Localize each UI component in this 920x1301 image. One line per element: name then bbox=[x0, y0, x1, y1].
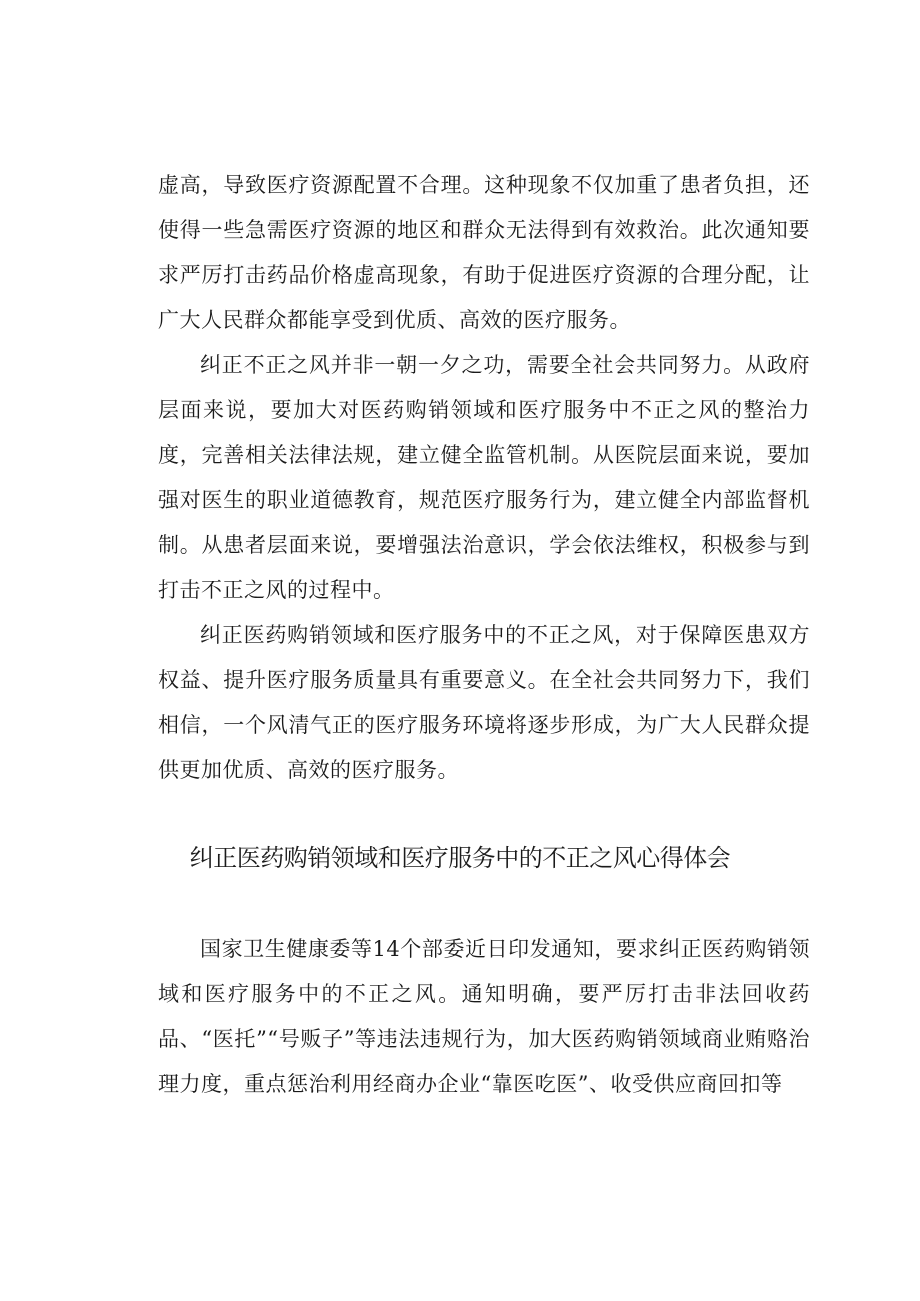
body-text-bottom bbox=[158, 927, 810, 1107]
body-text-top bbox=[158, 163, 810, 793]
paragraph-notice-intro: 国家卫生健康委等14个部委近日印发通知，要求纠正医药购销领域和医疗服务中的不正之风。通知明确，要严厉打击非法回收药品、“医托”“号贩子”等违法违规行为，加大医药购销领域商业贿赂治理力度，重点惩治利用经商办企业“靠医吃医”、收受供应商回扣等 bbox=[158, 937, 810, 1096]
paragraph-conclusion: 纠正医药购销领域和医疗服务中的不正之风，对于保障医患双方权益、提升医疗服务质量具有重要意义。在全社会共同努力下，我们相信，一个风清气正的医疗服务环境将逐步形成，为广大人民群众提供更加优质、高效的医疗服务。 bbox=[158, 623, 810, 782]
paragraph-continuation: 虚高，导致医疗资源配置不合理。这种现象不仅加重了患者负担，还使得一些急需医疗资源的地区和群众无法得到有效救治。此次通知要求严厉打击药品价格虚高现象，有助于促进医疗资源的合理分配，让广大人民群众都能享受到优质、高效的医疗服务。 bbox=[158, 173, 810, 332]
section-title: 纠正医药购销领域和医疗服务中的不正之风心得体会 bbox=[189, 844, 731, 872]
paragraph-joint-effort: 纠正不正之风并非一朝一夕之功，需要全社会共同努力。从政府层面来说，要加大对医药购销领域和医疗服务中不正之风的整治力度，完善相关法律法规，建立健全监管机制。从医院层面来说，要加强对医生的职业道德教育，规范医疗服务行为，建立健全内部监督机制。从患者层面来说，要增强法治意识，学会依法维权，积极参与到打击不正之风的过程中。 bbox=[158, 353, 810, 602]
